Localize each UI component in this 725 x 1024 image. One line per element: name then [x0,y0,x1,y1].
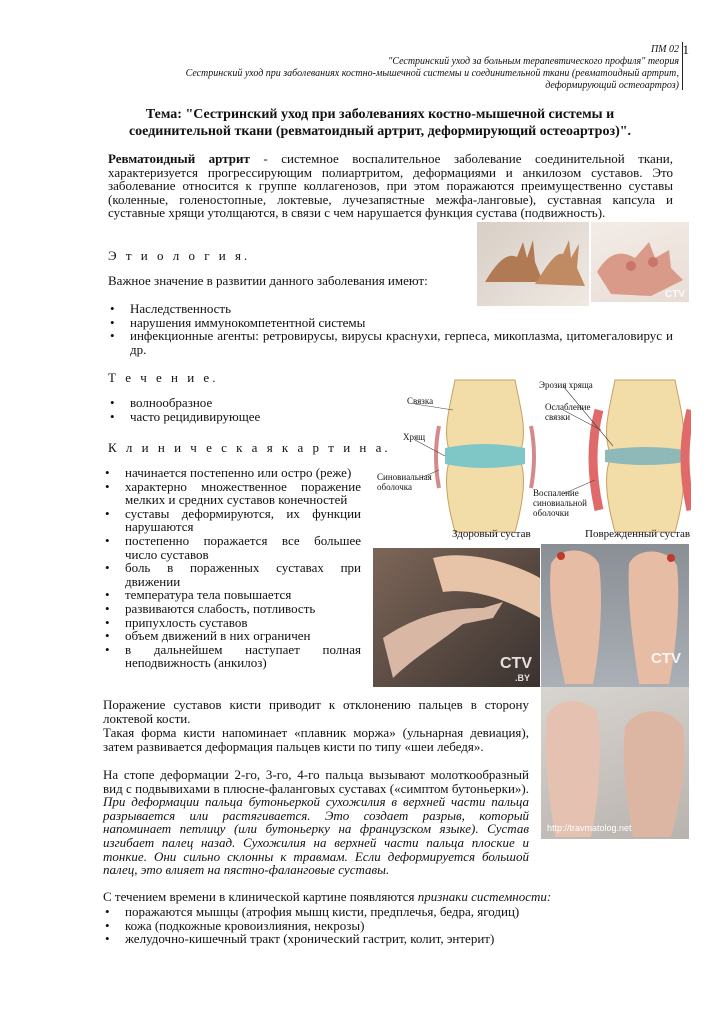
clinic-heading: К л и н и ч е с к а я к а р т и н а. [108,440,391,455]
ctv-watermark: CTV [500,655,532,672]
document-title: Тема: "Сестринский уход при заболеваниях костно-мышечной системы и соединительной ткани (ревматоидный артрит, деформирующий остеоартроз)". [128,107,632,139]
page-number: 1 [682,42,689,57]
etiology-lead: Важное значение в развитии данного заболевания имеют: [108,273,428,288]
ctv-watermark: CTV [665,289,685,300]
deformation-italic-text: При деформации пальца бутоньеркой сухожилия в верхней части пальца разрывается или растягивается. Это создает разрыв, который напоминает петлицу (или бутоньерку на французском языке). Сустав изгибает палец назад. Сухожилия на верхней части пальца плоские и тонкие. Они сильно склонны к травмам. Если деформируется большой палец, это влияет на пястно-фаланговые суставы. [103,794,529,878]
deformation-paragraph-2: Такая форма кисти напоминает «плавник моржа» (ульнарная девиация), затем развивается деформация пальцев кисти по типу «шеи лебедя». [103,725,529,754]
header-line-2: "Сестринский уход за больным терапевтического профиля" теория [388,56,679,67]
course-list [108,396,368,423]
healthy-joint-caption: Здоровый сустав [452,528,531,540]
list-item: • волнообразное [108,396,368,410]
list-item: • инфекционные агенты: ретровирусы, вирусы краснухи, герпеса, микоплазма, цитомегаловирус и др. [108,329,673,356]
list-item: • температура тела повышается [103,588,361,602]
photo-examined-hand [373,548,540,687]
photo-deformed-hands-1 [477,222,589,306]
list-item: • суставы деформируются, их функции нарушаются [103,507,361,534]
list-item: • припухлость суставов [103,616,361,630]
list-item: • желудочно-кишечный тракт (хронический гастрит, колит, энтерит) [103,932,673,946]
damaged-joint-caption: Поврежденный сустав [585,528,691,540]
list-item: • начинается постепенно или остро (реже) [103,466,361,480]
soles-illustration [541,687,689,839]
list-item: • поражаются мышцы (атрофия мышц кисти, предплечья, бедра, ягодиц) [103,905,673,919]
intro-paragraph [108,152,673,220]
photo-deformed-feet-2 [541,687,689,839]
hands-illustration [477,222,589,306]
label-weak-ligament: Ослабление связки [545,402,591,422]
label-cartilage: Хрящ [403,432,426,442]
deformation-paragraph-3a [103,768,529,877]
deformation-paragraph-1: Поражение суставов кисти приводит к отклонению пальцев в сторону локтевой кости. [103,697,529,726]
list-item: • постепенно поражается все большее число суставов [103,534,361,561]
systemic-lead-italic: признаки системности: [417,889,552,904]
photo-deformed-hands-2 [591,222,689,302]
label-ligament: Связка [407,396,434,406]
course-heading: Т е ч е н и е. [108,370,219,385]
label-inflamed: Воспаление синовиальной оболочки [533,488,587,518]
site-watermark: http://travmatolog.net [547,823,632,833]
list-item: • в дальнейшем наступает полная неподвижность (анкилоз) [103,643,361,670]
ctv-by-watermark: .BY [514,673,530,683]
ctv-watermark: CTV [651,650,681,667]
intro-term: Ревматоидный артрит [108,151,250,166]
header-line-3: Сестринский уход при заболеваниях костно-мышечной системы и соединительной ткани (ревматоидный артрит, [185,68,679,79]
header-line-4: деформирующий остеоартроз) [545,80,679,91]
etiology-heading: Э т и о л о г и я. [108,248,251,263]
header-line-1: ПМ 02 [650,44,679,55]
deformation-text: На стопе деформации 2-го, 3-го, 4-го пальца вызывают молоткообразный вид с подвывихами в плюсне-фаланговых суставах («симптом бутоньерки»). [103,767,529,796]
intro-text: - системное воспалительное заболевание соединительной ткани, характеризуется прогрессирующим полиартритом, деформациями и анкилозом суставов. Это заболевание относится к группе коллагенозов, при этом поражаются преимущественно суставы (коленные, голеностопные, локтевые, лучезапястные межфа-ланговые), суставная капсула и суставные хрящи утолщаются, в связи с чем нарушается функция сустава (подвижность). [108,151,673,221]
label-erosion: Эрозия хряща [539,380,593,390]
systemic-lead-text: С течением времени в клинической картине появляются [103,889,418,904]
list-item: • боль в пораженных суставах при движении [103,561,361,588]
systemic-lead [103,890,673,904]
running-header [186,44,679,92]
list-item: • характерно множественное поражение мелких и средних суставов конечностей [103,480,361,507]
photo-deformed-feet-1 [541,544,689,687]
list-item: • нарушения иммунокомпетентной системы [108,316,673,330]
label-synovial: Синовиальная оболочка [377,472,432,492]
list-item: • объем движений в них ограничен [103,629,361,643]
systemic-list [103,905,673,946]
clinic-list [103,466,361,670]
etiology-list [108,302,673,356]
list-item: • часто рецидивирующее [108,410,368,424]
list-item: • кожа (подкожные кровоизлияния, некрозы) [103,919,673,933]
list-item: • развиваются слабость, потливость [103,602,361,616]
list-item: • Наследственность [108,302,673,316]
joint-diagram [373,370,691,542]
